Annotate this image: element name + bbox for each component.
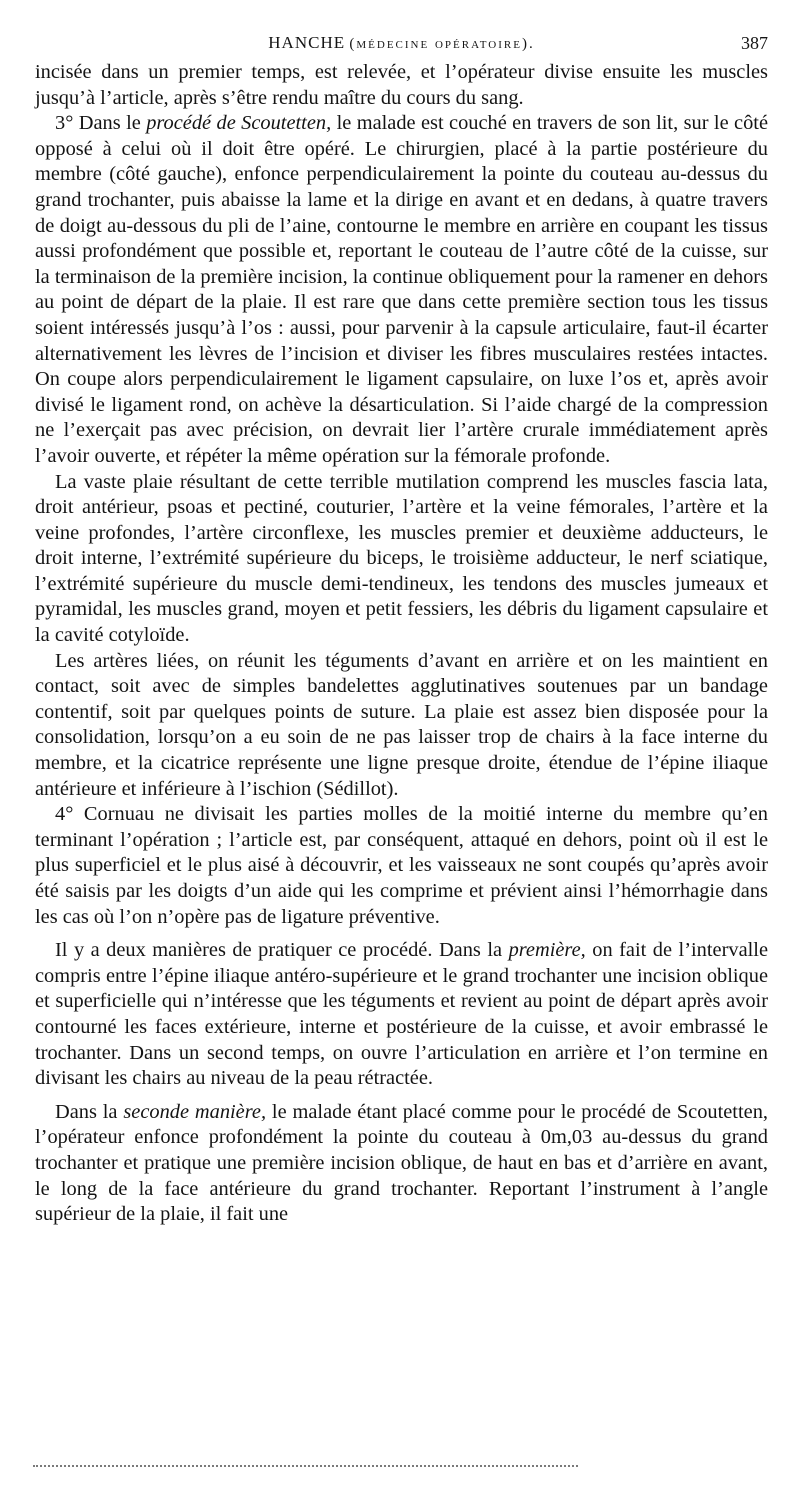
book-page: [35, 30, 768, 1228]
running-head-title: HANCHE: [268, 33, 346, 52]
text-segment: incisée dans un premier temps, est relevée, et l’opérateur divise ensuite les muscles jusqu’à l’article, après s’être rendu maître du cours du sang.: [35, 61, 768, 109]
italic-segment: première,: [508, 939, 586, 962]
text-segment: La vaste plaie résultant de cette terrible mutilation comprend les muscles fascia lata, droit antérieur, psoas et pectiné, couturier, l’artère et la veine fémorales, l’artère et la veine profondes, l’artère circonflexe, les muscles premier et deuxième adducteurs, le droit interne, l’extrémité supérieure du biceps, le troisième adducteur, le nerf sciatique, l’extrémité supérieure du muscle demi-tendineux, les tendons des muscles jumeaux et pyramidal, les muscles grand, moyen et petit fessiers, les débris du ligament capsulaire et la cavité cotyloïde.: [35, 470, 768, 647]
footer-rule: [33, 1465, 578, 1467]
text-segment: Dans la: [55, 1100, 124, 1123]
paragraph-3: [35, 470, 768, 649]
italic-segment: procédé de Scoutetten,: [146, 112, 332, 135]
italic-segment: seconde manière,: [123, 1100, 267, 1123]
text-segment: Les artères liées, on réunit les téguments d’avant en arrière et on les maintient en contact, soit avec de simples bandelettes agglutinatives soutenues par un bandage contentif, soit par quelques points de suture. La plaie est assez bien disposée pour la consolidation, lorsqu’on a eu soin de ne pas laisser trop de chairs à la face interne du membre, et la cicatrice représente une ligne presque droite, étendue de l’épine iliaque antérieure et inférieure à l’ischion (Sédillot).: [35, 649, 768, 800]
text-segment: le malade est couché en travers de son lit, sur le côté opposé à celui où il doit être opéré. Le chirurgien, placé à la partie postérieure du membre (côté gauche), enfonce perpendiculairement la pointe du couteau au-dessus du grand trochanter, puis abaisse la lame et la dirige en avant et en dedans, à quatre travers de doigt au-dessous du pli de l’aine, contourne le membre en arrière en coupant les tissus aussi profondément que possible et, reportant le couteau de l’autre côté de la cuisse, sur la terminaison de la première incision, la continue obliquement pour la ramener en dehors au point de départ de la plaie. Il est rare que dans cette première section tous les tissus soient intéressés jusqu’à l’os : aussi, pour parvenir à la capsule articulaire, faut-il écarter alternativement les lèvres de l’incision et diviser les fibres musculaires restées intactes. On coupe alors perpendiculairement le ligament capsulaire, on luxe l’os et, après avoir divisé le ligament rond, on achève la désarticulation. Si l’aide chargé de la compression ne l’exerçait pas avec précision, on devrait lier l’artère crurale immédiatement après l’avoir ouverte, et répéter la même opération sur la fémorale profonde.: [35, 112, 768, 467]
text-segment: le malade étant placé comme pour le procédé de Scoutetten, l’opérateur enfonce profondément la pointe du couteau à 0m,03 au-dessus du grand trochanter et pratique une première incision oblique, de haut en bas et d’arrière en avant, le long de la face antérieure du grand trochanter. Reportant l’instrument à l’angle supérieur de la plaie, il fait une: [35, 1100, 768, 1226]
body-text: [35, 60, 768, 1228]
running-head-subtitle: (médecine opératoire).: [349, 36, 535, 52]
paragraph-7: [35, 1100, 768, 1228]
paragraph-2: [35, 111, 768, 469]
text-segment: 3° Dans le: [55, 112, 147, 135]
text-segment: 4° Cornuau ne divisait les parties molles de la moitié interne du membre qu’en terminant l’opération ; l’article est, par conséquent, attaqué en dehors, point où il est le plus superficiel et le plus aisé à découvrir, et les vaisseaux ne sont coupés qu’après avoir été saisis par les doigts d’un aide qui les comprime et prévient ainsi l’hémorrhagie dans les cas où l’on n’opère pas de ligature préventive.: [35, 803, 768, 928]
page-number: 387: [741, 33, 768, 53]
running-head: [35, 30, 768, 56]
paragraph-5: [35, 802, 768, 930]
paragraph-6: [35, 938, 768, 1092]
paragraph-1: [35, 60, 768, 111]
paragraph-4: [35, 649, 768, 803]
text-segment: on fait de l’intervalle compris entre l’épine iliaque antéro-supérieure et le grand trochanter une incision oblique et superficielle qui n’intéresse que les téguments et revient au point de départ après avoir contourné les faces extérieure, interne et postérieure de la cuisse, et avoir embrassé le trochanter. Dans un second temps, on ouvre l’articulation en arrière et l’on termine en divisant les chairs au niveau de la peau rétractée.: [35, 939, 768, 1090]
text-segment: Il y a deux manières de pratiquer ce procédé. Dans la: [55, 939, 509, 962]
